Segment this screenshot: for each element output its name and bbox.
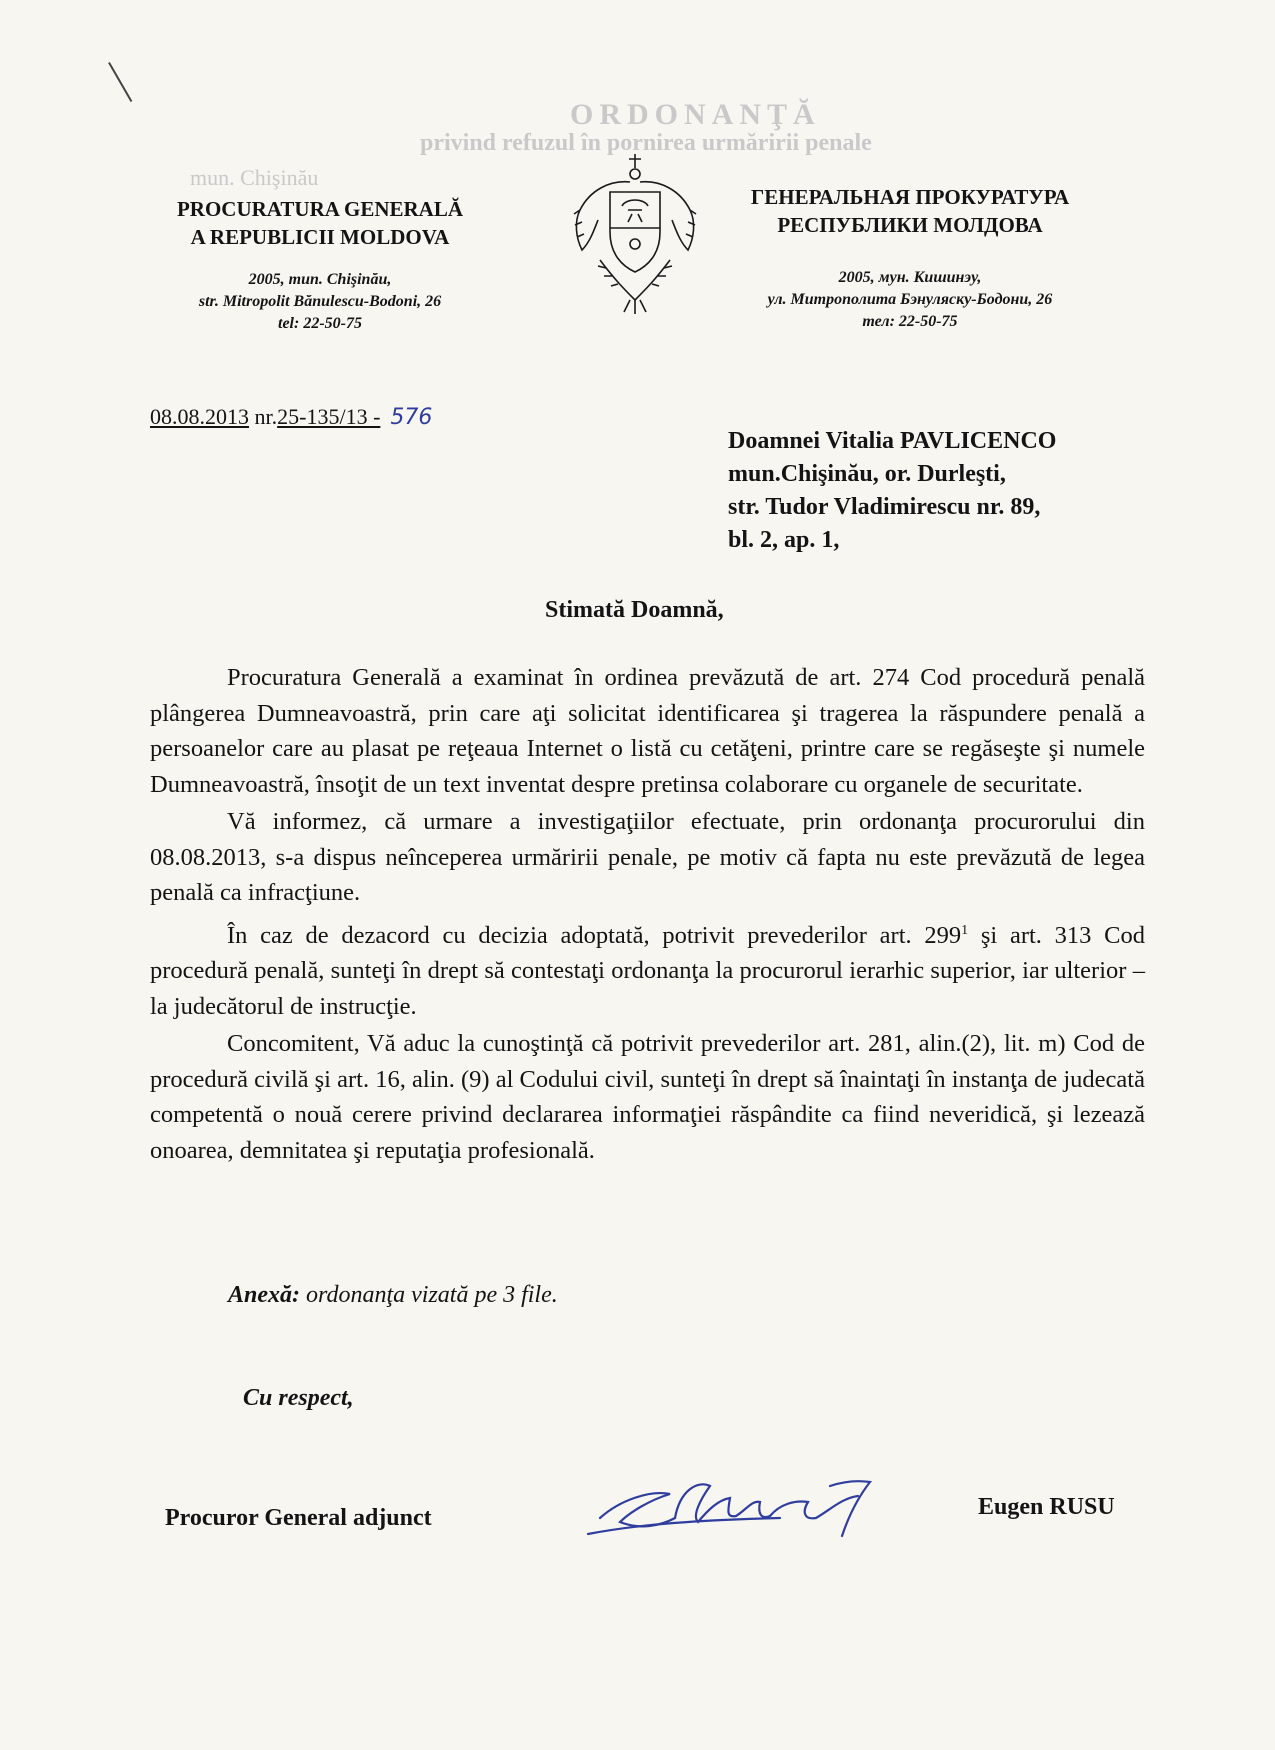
reference-number: 25-135/13 - [277, 404, 381, 429]
institution-name-line1: PROCURATURA GENERALĂ [176, 197, 464, 221]
header-left [140, 195, 500, 335]
signature-image [580, 1460, 940, 1550]
addressee-street: str. Tudor Vladimirescu nr. 89, [728, 494, 1041, 520]
body-paragraph-3-end: şi art. 313 Cod procedură penală, sunteţi în drept să contestaţi ordonanţa la procurorul ierarhic superior, iar ulterior – la judecătorul de instrucţie. [150, 921, 1145, 1020]
addressee-city: mun.Chişinău, or. Durleşti, [728, 461, 1006, 487]
institution-name-ru [720, 183, 1100, 239]
address-ru-line1: 2005, мун. Кишинэу, [838, 269, 982, 286]
institution-name-ru-line1: ГЕНЕРАЛЬНАЯ ПРОКУРАТУРА [750, 185, 1070, 209]
body-paragraph-3-start: În caz de dezacord cu decizia adoptată, potrivit prevederilor art. 299 [227, 921, 962, 949]
salutation: Stimată Doamnă, [545, 597, 724, 623]
body-paragraph-2: Vă informez, că urmare a investigaţiilor efectuate, prin ordonanţa procurorului din 08.08.2013, s-a dispus neînceperea urmăririi penale, pe motiv că fapta nu este prevăzută de legea penală ca infracţiune. [150, 808, 1145, 906]
address-phone: tel: 22-50-75 [278, 315, 362, 332]
institution-name-ru-line2: РЕСПУБЛИКИ МОЛДОВА [777, 213, 1043, 237]
ghost-city: mun. Chişinău [190, 165, 319, 190]
address-line1: 2005, mun. Chişinău, [248, 271, 392, 288]
institution-address-ru [720, 267, 1100, 333]
address-ru-line2: ул. Митрополита Бэнуляску-Бодони, 26 [767, 291, 1053, 308]
coat-of-arms-icon [560, 150, 710, 320]
institution-name-line2: A REPUBLICII MOLDOVA [190, 225, 450, 249]
body-paragraph-3 [150, 913, 1145, 1025]
letter-body [150, 660, 1145, 1170]
signatory-name: Eugen RUSU [978, 1494, 1115, 1520]
institution-name-ro [140, 195, 500, 251]
handwritten-number: 576 [390, 405, 433, 430]
annex-text: ordonanţa vizată pe 3 file. [300, 1282, 558, 1308]
address-line2: str. Mitropolit Bănulescu-Bodoni, 26 [198, 293, 442, 310]
addressee-name: Doamnei Vitalia PAVLICENCO [728, 428, 1057, 454]
reference-date: 08.08.2013 [150, 404, 249, 429]
addressee-block [728, 425, 1056, 557]
ghost-title: ORDONANŢĂ [570, 98, 821, 131]
signatory-title: Procuror General adjunct [165, 1505, 432, 1531]
annex-line [228, 1282, 558, 1309]
closing: Cu respect, [243, 1385, 354, 1411]
address-ru-phone: тел: 22-50-75 [862, 313, 958, 330]
pen-mark [108, 53, 148, 102]
institution-address-ro [140, 269, 500, 335]
body-paragraph-4: Concomitent, Vă aduc la cunoştinţă că potrivit prevederilor art. 281, alin.(2), lit. m) Cod de procedură civilă şi art. 16, alin. (9) al Codului civil, sunteţi în drept să înaintaţi în instanţa de judecată competentă o nouă cerere privind declararea informaţiei răspândite ca fiind neveridică, şi lezează onoarea, demnitatea şi reputaţia profesională. [150, 1030, 1145, 1164]
reference-line [150, 404, 432, 430]
reference-nr-label: nr. [249, 404, 278, 429]
article-superscript: 1 [961, 922, 969, 938]
addressee-apartment: bl. 2, ap. 1, [728, 527, 840, 553]
ghost-subtitle: privind refuzul în pornirea urmăririi penale [420, 130, 872, 156]
header-right [720, 183, 1100, 333]
body-paragraph-1: Procuratura Generală a examinat în ordinea prevăzută de art. 274 Cod procedură penală plângerea Dumneavoastră, prin care aţi solicitat identificarea şi tragerea la răspundere penală a persoanelor care au plasat pe reţeaua Internet o listă cu cetăţeni, printre care se regăseşte şi numele Dumneavoastră, însoţit de un text inventat despre pretinsa colaborare cu organele de securitate. [150, 664, 1145, 798]
annex-label: Anexă: [228, 1282, 300, 1308]
